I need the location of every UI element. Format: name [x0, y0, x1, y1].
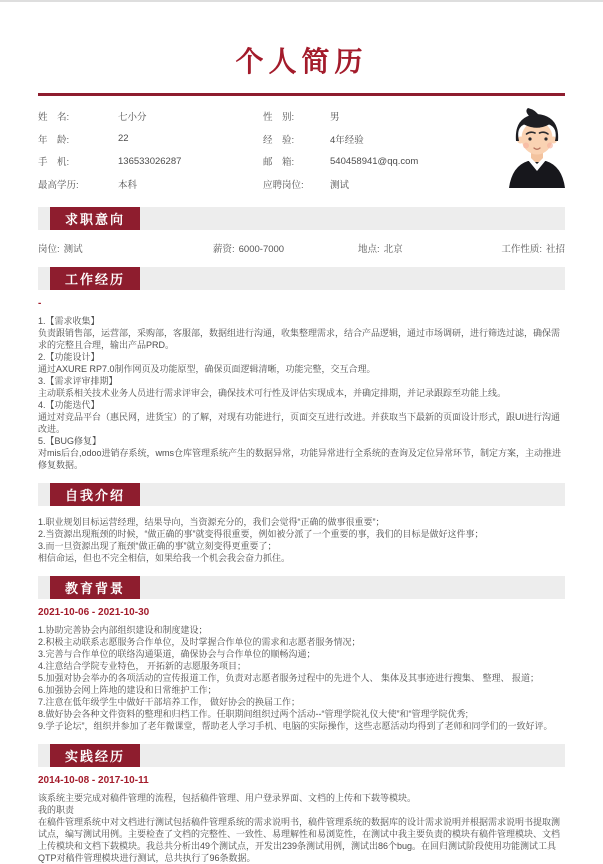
section-title-badge: 自我介绍	[50, 483, 140, 506]
text-line: 通过对竞品平台（惠民网，进货宝）的了解，对现有功能进行，页面交互进行改进。并获取当下最新的页面设计形式，跟UI进行沟通改进。	[38, 412, 561, 434]
text-line: 4.注意结合学院专业特色， 开拓新的志愿服务项目；	[38, 661, 247, 671]
text-line: 3.【需求评审排期】	[38, 376, 118, 386]
text-line: 4.【功能迭代】	[38, 400, 100, 410]
text-line: 1.【需求收集】	[38, 316, 100, 326]
self-introduction-header	[38, 483, 565, 506]
work-experience-lines	[38, 315, 565, 471]
work-period: -	[38, 298, 42, 309]
intention-item	[213, 241, 358, 255]
field-value: 本科	[118, 179, 138, 191]
education-lines	[38, 624, 565, 732]
text-line: 该系统主要完成对稿件管理的流程，包括稿件管理、用户登录界面、文档的上传和下载等模块。	[38, 793, 417, 803]
page-title: 个人简历	[235, 46, 368, 77]
text-line: 9.学子论坛”，组织并参加了老年微课堂，帮助老人学习手机、电脑的实际操作，这些志愿活动均得到了老师和同学们的一致好评。	[38, 721, 553, 731]
practice-period: 2014-10-08 - 2017-10-11	[38, 775, 149, 786]
section-title-badge: 求职意向	[50, 207, 140, 230]
practice-lines	[38, 792, 565, 864]
intention-value: 6000-7000	[238, 244, 285, 255]
basic-info-row	[38, 105, 480, 128]
basic-info-row	[38, 173, 480, 196]
text-line: 7.注意在低年级学生中做好干部培养工作， 做好协会的换届工作；	[38, 697, 301, 707]
text-line: 负责跟销售部，运营部，采购部，客服部，数据组进行沟通，收集整理需求，结合产品逻辑，通过市场调研，进行筛选过滤，确保需求的完整且合理，输出产品PRD。	[38, 328, 561, 350]
text-line: 2.积极主动联系志愿服务合作单位，及时掌握合作单位的需求和志愿者服务情况；	[38, 637, 361, 647]
field-value: 22	[118, 133, 129, 145]
intention-label: 岗位:	[38, 244, 60, 255]
text-line: 5.加强对协会举办的各项活动的宣传报道工作，负责对志愿者服务过程中的先进个人、 集体及其事迹进行搜集、 整理、 报道；	[38, 673, 540, 683]
field-value: 七小分	[118, 112, 147, 124]
field-value: 测试	[330, 179, 350, 191]
section-practice	[38, 744, 565, 864]
basic-info-section	[38, 105, 565, 195]
text-line: 2.【功能设计】	[38, 352, 100, 362]
text-line: 相信命运，但也不完全相信，如果给我一个机会我会奋力抓住。	[38, 553, 291, 563]
text-line: 3.而一旦资源出现了瓶颈“做正确的事”就立刻变得更重要了；	[38, 541, 277, 551]
text-line: 我的职责	[38, 805, 75, 815]
field-value: 男	[330, 112, 340, 124]
intention-value: 北京	[383, 244, 403, 255]
intention-item	[501, 241, 565, 255]
text-line: 1.职业规划目标运营经理，结果导向，当资源充分的，我们会觉得“正确的做事很重要”；	[38, 517, 385, 527]
text-line: 通过AXURE RP7.0制作网页及功能原型，确保页面逻辑清晰，功能完整，交互合理。	[38, 364, 376, 374]
intention-label: 薪资:	[213, 244, 235, 255]
section-education	[38, 576, 565, 732]
intention-value: 社招	[545, 244, 565, 255]
text-line: 8.做好协会各种文件资料的整理和归档工作。任职期间组织过两个活动--“管理学院礼仪大使”和“管理学院优秀;	[38, 709, 468, 719]
intention-label: 工作性质:	[501, 244, 542, 255]
job-intention-row	[38, 241, 565, 255]
text-line: 6.加强协会网上阵地的建设和日常维护工作；	[38, 685, 217, 695]
field-label: 性 别:	[263, 112, 295, 124]
section-title-badge: 工作经历	[50, 267, 140, 290]
job-intention-header	[38, 207, 565, 230]
field-value: 4年经验	[330, 134, 364, 146]
field-label: 手 机:	[38, 157, 70, 169]
field-label: 经 验:	[263, 134, 295, 146]
section-title-badge: 教育背景	[50, 576, 140, 599]
text-line: 对mis后台,odoo进销存系统，wms仓库管理系统产生的数据异常，功能异常进行全系统的查询及定位异常环节，制定方案，主动推进修复数据。	[38, 448, 562, 470]
basic-info-row	[38, 150, 480, 173]
field-label: 姓 名:	[38, 112, 70, 124]
avatar	[503, 108, 571, 188]
section-title-badge: 实践经历	[50, 744, 140, 767]
text-line: 3.完善与合作单位的联络沟通渠道，确保协会与合作单位的顺畅沟通；	[38, 649, 316, 659]
male-avatar-illustration	[503, 108, 571, 188]
intention-label: 地点:	[358, 244, 380, 255]
intention-item	[38, 241, 213, 255]
field-label: 邮 箱:	[263, 157, 295, 169]
section-job-intention	[38, 207, 565, 255]
text-line: 在稿件管理系统中对文档进行测试包括稿件管理系统的需求说明书，稿件管理系统的数据库的设计需求说明并根据需求说明书提取测试点，编写测试用例。主要检查了文档的完整性、一致性、易理解性和易浏览性，在测试中我主要负责的模块有稿件管理模块、文档上传模块和文档下载模块。我总共分析出49个测试点，开发出239条测试用例，测试出86个bug。在回归测试阶段使用功能测试工具QTP对稿件管理模块进行测试，总共执行了96条数据。	[38, 817, 561, 863]
basic-info-rows	[38, 105, 480, 195]
education-header	[38, 576, 565, 599]
field-value: 540458941@qq.com	[330, 155, 419, 167]
resume-page	[0, 40, 603, 864]
text-line: 2.当资源出现瓶颈的时候，“做正确的事”就变得很重要，例如被分派了一个重要的事，我们的目标是做好这件事；	[38, 529, 484, 539]
work-experience-header	[38, 267, 565, 290]
education-period: 2021-10-06 - 2021-10-30	[38, 607, 150, 618]
self-introduction-lines	[38, 516, 565, 564]
practice-header	[38, 744, 565, 767]
field-label: 最高学历:	[38, 179, 79, 191]
basic-info-row	[38, 128, 480, 151]
section-self-introduction	[38, 483, 565, 564]
intention-item	[358, 241, 501, 255]
text-line: 主动联系相关技术业务人员进行需求评审会，确保技术可行性及评估实现成本，并确定排期，并记录跟踪至功能上线。	[38, 388, 507, 398]
text-line: 5.【BUG修复】	[38, 436, 102, 446]
intention-value: 测试	[63, 244, 83, 255]
text-line: 1.协助完善协会内部组织建设和制度建设；	[38, 625, 208, 635]
field-value: 136533026287	[118, 155, 182, 167]
field-label: 应聘岗位:	[263, 179, 304, 191]
section-work-experience	[38, 267, 565, 471]
title-divider	[38, 93, 565, 96]
field-label: 年 龄:	[38, 134, 70, 146]
